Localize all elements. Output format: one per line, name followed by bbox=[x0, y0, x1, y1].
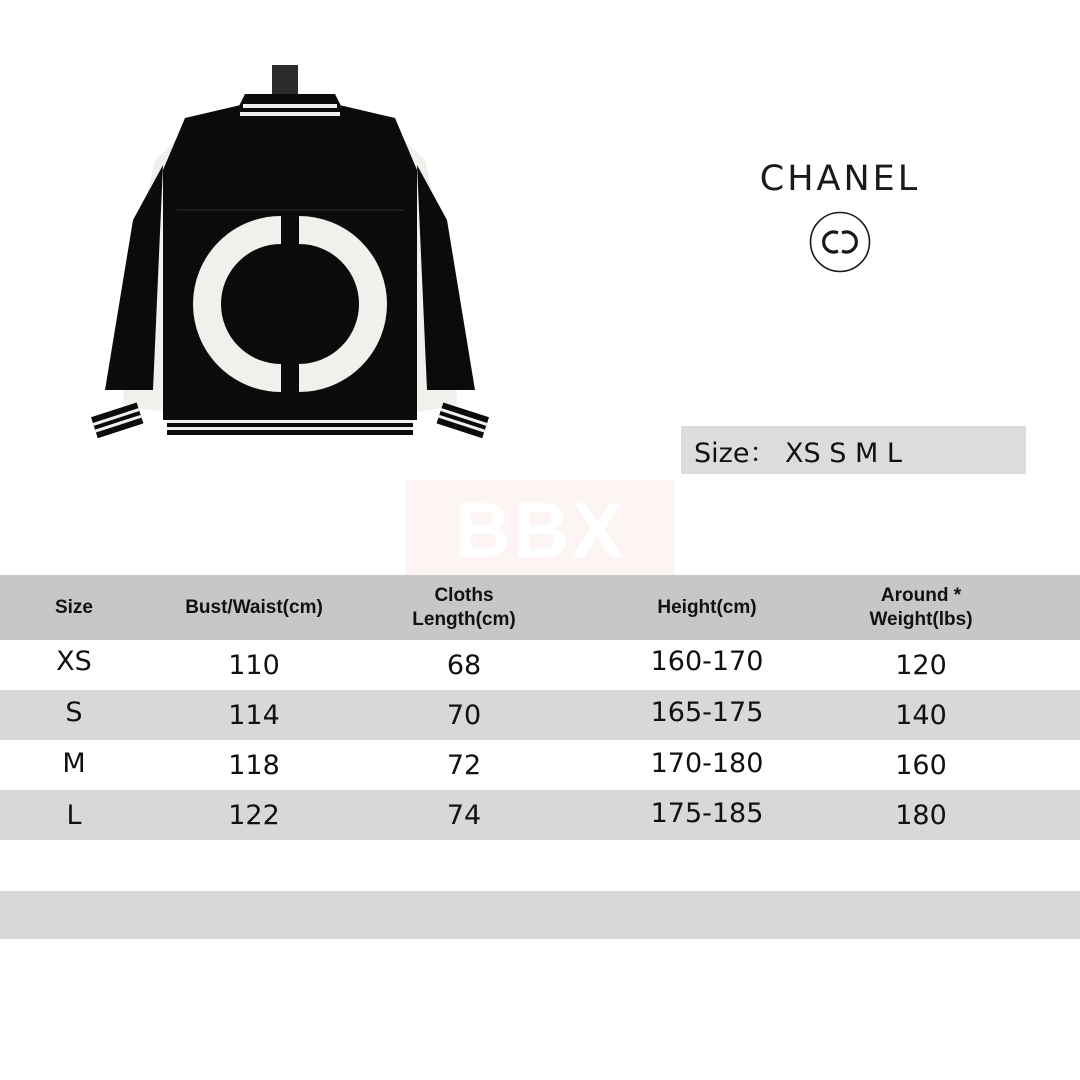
table-cell: 165-175 bbox=[650, 696, 764, 728]
column-header-size: Size bbox=[54, 596, 94, 618]
table-cell: 170-180 bbox=[650, 747, 764, 779]
table-cell: 118 bbox=[228, 749, 280, 781]
table-cell: 175-185 bbox=[650, 797, 764, 829]
size-chart-table bbox=[0, 575, 1080, 840]
column-header-bust-waist: Bust/Waist(cm) bbox=[185, 596, 323, 618]
table-header-row bbox=[0, 575, 1080, 640]
table-cell: S bbox=[65, 696, 83, 728]
column-header-cloths-length: Cloths Length(cm) bbox=[412, 584, 516, 630]
table-cell: 114 bbox=[228, 699, 280, 731]
table-cell: 70 bbox=[446, 699, 482, 731]
table-cell: 72 bbox=[446, 749, 482, 781]
table-cell: 110 bbox=[228, 649, 280, 681]
table-cell: M bbox=[62, 747, 86, 779]
available-sizes-label: Size： XS S M L bbox=[681, 426, 1026, 474]
table-cell: L bbox=[66, 799, 82, 831]
table-cell: 74 bbox=[446, 799, 482, 831]
column-header-height: Height(cm) bbox=[657, 596, 757, 618]
table-row bbox=[0, 640, 1080, 690]
product-image-jacket bbox=[85, 60, 495, 460]
table-row bbox=[0, 690, 1080, 740]
table-cell: 122 bbox=[228, 799, 280, 831]
brand-block bbox=[740, 159, 940, 273]
table-cell: 120 bbox=[895, 649, 947, 681]
table-cell: XS bbox=[56, 645, 92, 677]
brand-name: CHANEL bbox=[759, 159, 921, 199]
cc-logo-icon bbox=[809, 211, 871, 273]
table-cell: 140 bbox=[895, 699, 947, 731]
table-cell: 160-170 bbox=[650, 645, 764, 677]
watermark: BBX bbox=[405, 480, 675, 580]
column-header-weight: Around * Weight(lbs) bbox=[869, 584, 973, 630]
empty-table-row bbox=[0, 891, 1080, 939]
table-row bbox=[0, 790, 1080, 840]
table-row bbox=[0, 740, 1080, 790]
table-cell: 68 bbox=[446, 649, 482, 681]
table-cell: 180 bbox=[895, 799, 947, 831]
table-cell: 160 bbox=[895, 749, 947, 781]
